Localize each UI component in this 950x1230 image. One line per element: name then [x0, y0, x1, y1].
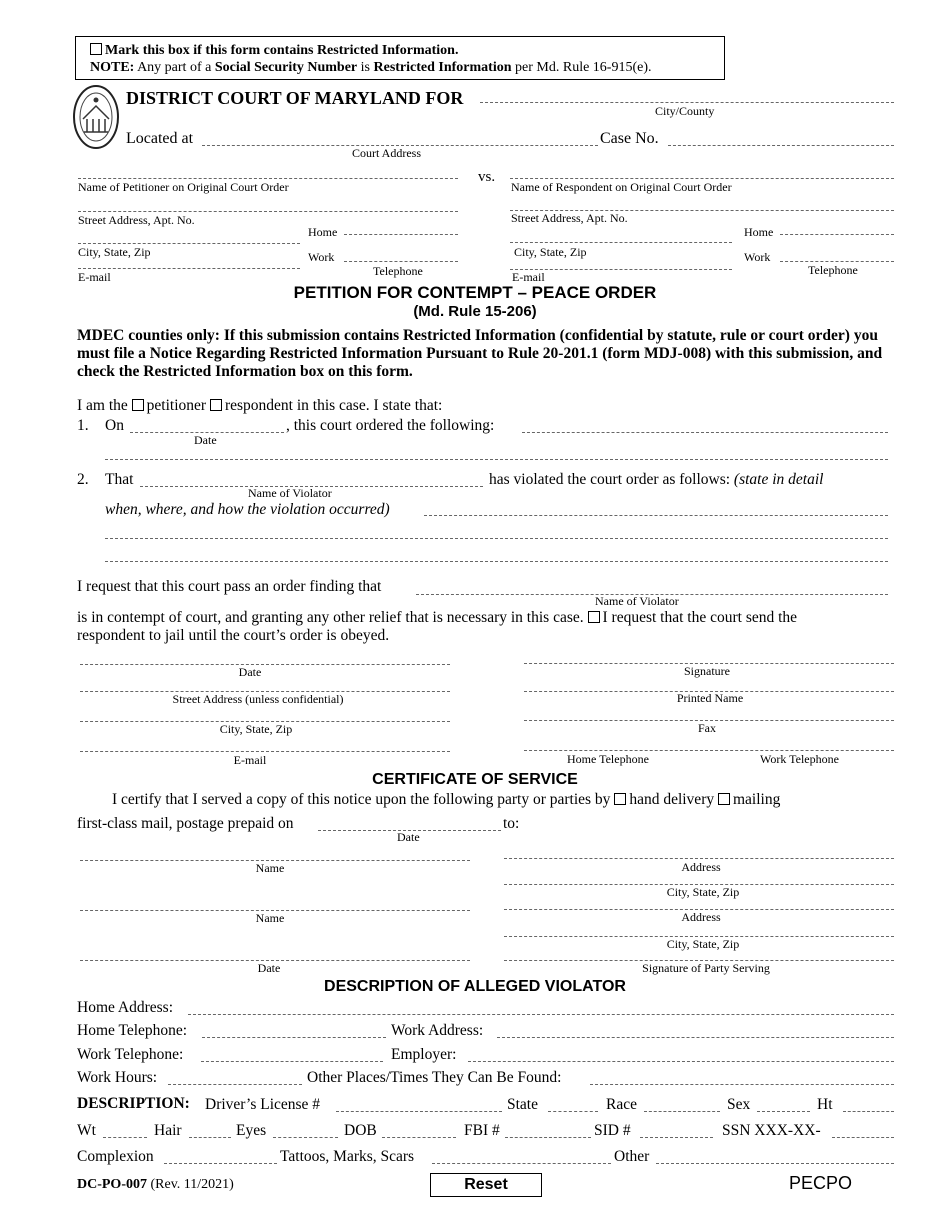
form-id — [77, 1177, 234, 1193]
hair-field[interactable] — [189, 1137, 231, 1138]
sid-label: SID # — [594, 1122, 631, 1139]
form-title: PETITION FOR CONTEMPT – PEACE ORDER — [293, 283, 657, 302]
hand-delivery-label: hand delivery — [629, 791, 715, 808]
hand-delivery-checkbox[interactable] — [614, 793, 626, 805]
signer-city-label: City, State, Zip — [219, 722, 293, 736]
item-2-number: 2. — [77, 471, 89, 488]
state-label: State — [507, 1096, 538, 1113]
fax-label: Fax — [698, 721, 716, 735]
eyes-field[interactable] — [273, 1137, 338, 1138]
party-name-label-1: Name — [255, 861, 285, 875]
that-label: That — [105, 471, 134, 488]
contempt-text: is in contempt of court, and granting any other relief that is necessary in this case. — [77, 609, 584, 626]
reset-button[interactable]: Reset — [430, 1173, 542, 1197]
serving-signature-label: Signature of Party Serving — [642, 961, 770, 975]
drivers-license-field[interactable] — [336, 1111, 502, 1112]
complexion-label: Complexion — [77, 1148, 154, 1165]
petitioner-work-tel-field[interactable] — [344, 261, 458, 262]
party-city-label-2: City, State, Zip — [666, 937, 740, 951]
restricted-info-checkbox[interactable] — [90, 43, 102, 55]
ssn-field[interactable] — [832, 1137, 894, 1138]
form-rule: (Md. Rule 15-206) — [413, 303, 537, 320]
city-county-label: City/County — [655, 104, 715, 118]
item-1-number: 1. — [77, 417, 89, 434]
form-id-code: DC-PO-007 — [77, 1177, 147, 1192]
party-city-label-1: City, State, Zip — [666, 885, 740, 899]
party-address-label-2: Address — [681, 910, 721, 924]
petitioner-email-field[interactable] — [78, 268, 300, 269]
violator-section-title: DESCRIPTION OF ALLEGED VIOLATOR — [324, 978, 626, 995]
ht-label: Ht — [817, 1096, 833, 1113]
order-details-field[interactable] — [522, 432, 888, 433]
case-no-label: Case No. — [600, 130, 659, 147]
dob-label: DOB — [344, 1122, 377, 1139]
ht-field[interactable] — [843, 1111, 894, 1112]
work-address-label: Work Address: — [391, 1022, 484, 1039]
signer-email-label: E-mail — [233, 753, 267, 767]
tattoos-field[interactable] — [432, 1163, 611, 1164]
petitioner-name-field[interactable] — [78, 178, 458, 179]
violation-details-field[interactable] — [424, 515, 888, 516]
petitioner-work-label: Work — [308, 250, 335, 264]
race-label: Race — [606, 1096, 637, 1113]
respondent-name-label: Name of Respondent on Original Court Order — [511, 180, 732, 194]
signer-phones-field[interactable] — [524, 750, 894, 751]
home-telephone-label: Home Telephone — [567, 752, 649, 766]
signature-label: Signature — [684, 664, 730, 678]
violator-work-tel-label: Work Telephone: — [77, 1046, 184, 1063]
vs-label: vs. — [478, 169, 496, 185]
certificate-statement — [112, 791, 780, 809]
jail-request-checkbox[interactable] — [588, 611, 600, 623]
sex-label: Sex — [727, 1096, 751, 1113]
violator-work-address-field[interactable] — [497, 1037, 894, 1038]
note-text-5: per Md. Rule 16-915(e). — [511, 60, 652, 75]
respondent-home-label: Home — [744, 225, 774, 239]
other-label: Other — [614, 1148, 650, 1165]
work-telephone-label: Work Telephone — [760, 752, 839, 766]
when-where-label: when, where, and how the violation occurred) — [105, 501, 390, 518]
jail-text-2: respondent to jail until the court’s order is obeyed. — [77, 627, 390, 644]
certificate-text-1: I certify that I served a copy of this notice upon the following party or parties by — [112, 791, 611, 808]
wt-label: Wt — [77, 1122, 96, 1139]
city-county-field[interactable] — [480, 102, 894, 103]
respondent-city-label: City, State, Zip — [514, 245, 587, 259]
home-address-label: Home Address: — [77, 999, 174, 1016]
contempt-violator-label: Name of Violator — [595, 594, 679, 608]
violated-text: has violated the court order as follows: — [489, 471, 731, 488]
request-label: I request that this court pass an order finding that — [77, 578, 382, 595]
jail-text-1: I request that the court send the — [602, 609, 798, 626]
sid-field[interactable] — [640, 1137, 713, 1138]
fbi-field[interactable] — [505, 1137, 591, 1138]
complexion-field[interactable] — [164, 1163, 277, 1164]
tattoos-label: Tattoos, Marks, Scars — [280, 1148, 415, 1165]
state-field[interactable] — [548, 1111, 598, 1112]
dob-field[interactable] — [382, 1137, 456, 1138]
note-text-1: Any part of a — [134, 60, 215, 75]
note-text-3: is — [357, 60, 374, 75]
respondent-work-label: Work — [744, 250, 771, 264]
signer-street-label: Street Address (unless confidential) — [172, 692, 344, 706]
employer-label: Employer: — [391, 1046, 457, 1063]
sex-field[interactable] — [757, 1111, 810, 1112]
violation-details-field-3[interactable] — [105, 561, 888, 562]
note-text-4: Restricted Information — [373, 60, 512, 75]
court-seal-icon — [73, 84, 119, 150]
case-no-field[interactable] — [668, 145, 894, 146]
other-places-field[interactable] — [590, 1084, 894, 1085]
race-field[interactable] — [644, 1111, 720, 1112]
respondent-street-label: Street Address, Apt. No. — [511, 211, 628, 225]
respondent-label: respondent in this case. I state that: — [224, 397, 443, 414]
violator-name-label: Name of Violator — [248, 486, 332, 500]
certificate-title: CERTIFICATE OF SERVICE — [372, 771, 578, 788]
eyes-label: Eyes — [236, 1122, 267, 1139]
violator-home-tel-label: Home Telephone: — [77, 1022, 188, 1039]
respondent-checkbox[interactable] — [210, 399, 222, 411]
violator-home-tel-field[interactable] — [202, 1037, 386, 1038]
certificate-text-2: first-class mail, postage prepaid on — [77, 815, 294, 832]
certificate-date-label: Date — [257, 961, 281, 975]
on-label: On — [105, 417, 124, 434]
petitioner-home-tel-field[interactable] — [344, 234, 458, 235]
fbi-label: FBI # — [464, 1122, 500, 1139]
note-text-2: Social Security Number — [214, 60, 358, 75]
wt-field[interactable] — [103, 1137, 147, 1138]
description-label: DESCRIPTION: — [77, 1095, 190, 1112]
form-code: PECPO — [789, 1173, 853, 1193]
court-address-label: Court Address — [352, 146, 421, 160]
service-date-label: Date — [397, 830, 420, 844]
violated-label — [489, 471, 823, 489]
order-details-field-2[interactable] — [105, 459, 888, 460]
order-date-label: Date — [194, 433, 217, 447]
petitioner-name-label: Name of Petitioner on Original Court Order — [78, 180, 289, 194]
drivers-license-label: Driver’s License # — [205, 1096, 321, 1113]
employer-field[interactable] — [468, 1061, 894, 1062]
mailing-checkbox[interactable] — [718, 793, 730, 805]
respondent-home-tel-field[interactable] — [780, 234, 894, 235]
petitioner-city-field[interactable] — [78, 243, 300, 244]
respondent-work-tel-field[interactable] — [780, 261, 894, 262]
petitioner-city-label: City, State, Zip — [78, 245, 151, 259]
work-hours-field[interactable] — [168, 1084, 302, 1085]
petitioner-checkbox[interactable] — [132, 399, 144, 411]
signer-date-label: Date — [238, 665, 262, 679]
work-hours-label: Work Hours: — [77, 1069, 158, 1086]
restricted-info-notice — [75, 36, 725, 80]
petitioner-street-field[interactable] — [78, 211, 458, 212]
form-revision: (Rev. 11/2021) — [147, 1177, 234, 1192]
ordered-label: , this court ordered the following: — [286, 417, 495, 434]
petitioner-telephone-label: Telephone — [373, 264, 423, 278]
to-label: to: — [503, 815, 520, 832]
printed-name-label: Printed Name — [676, 691, 744, 705]
note-label: NOTE: — [90, 60, 135, 75]
petitioner-home-label: Home — [308, 225, 338, 239]
hair-label: Hair — [154, 1122, 182, 1139]
petitioner-email-label: E-mail — [78, 270, 111, 284]
located-at-label: Located at — [126, 130, 194, 147]
mdec-notice: MDEC counties only: If this submission contains Restricted Information (confidential by statute, rule or court order) you must file a Notice Regarding Restricted Information Pursuant to Rule 20-201.1 (form MDJ-008) with this submission, and check the Restricted Information box on this form. — [77, 327, 883, 380]
petitioner-street-label: Street Address, Apt. No. — [78, 213, 195, 227]
i-am-the-label: I am the — [77, 397, 128, 414]
party-address-label-1: Address — [681, 860, 721, 874]
petitioner-label: petitioner — [146, 397, 207, 414]
respondent-telephone-label: Telephone — [808, 263, 858, 277]
violator-home-address-field[interactable] — [188, 1014, 894, 1015]
respondent-city-field[interactable] — [510, 242, 732, 243]
restricted-mark-label: Mark this box if this form contains Restricted Information. — [105, 43, 459, 58]
respondent-name-field[interactable] — [510, 178, 894, 179]
party-name-label-2: Name — [255, 911, 285, 925]
other-field[interactable] — [656, 1163, 894, 1164]
ssn-label: SSN XXX-XX- — [722, 1122, 821, 1139]
other-places-label: Other Places/Times They Can Be Found: — [307, 1069, 562, 1086]
respondent-email-label: E-mail — [512, 270, 545, 284]
state-detail-text: (state in detail — [733, 471, 824, 488]
signer-email-field[interactable] — [80, 751, 450, 752]
role-statement — [77, 397, 442, 415]
party-address-field-1[interactable] — [504, 858, 894, 859]
contempt-statement — [77, 609, 797, 627]
violation-details-field-2[interactable] — [105, 538, 888, 539]
mailing-label: mailing — [732, 791, 781, 808]
violator-work-tel-field[interactable] — [201, 1061, 383, 1062]
court-title: DISTRICT COURT OF MARYLAND FOR — [126, 88, 464, 108]
